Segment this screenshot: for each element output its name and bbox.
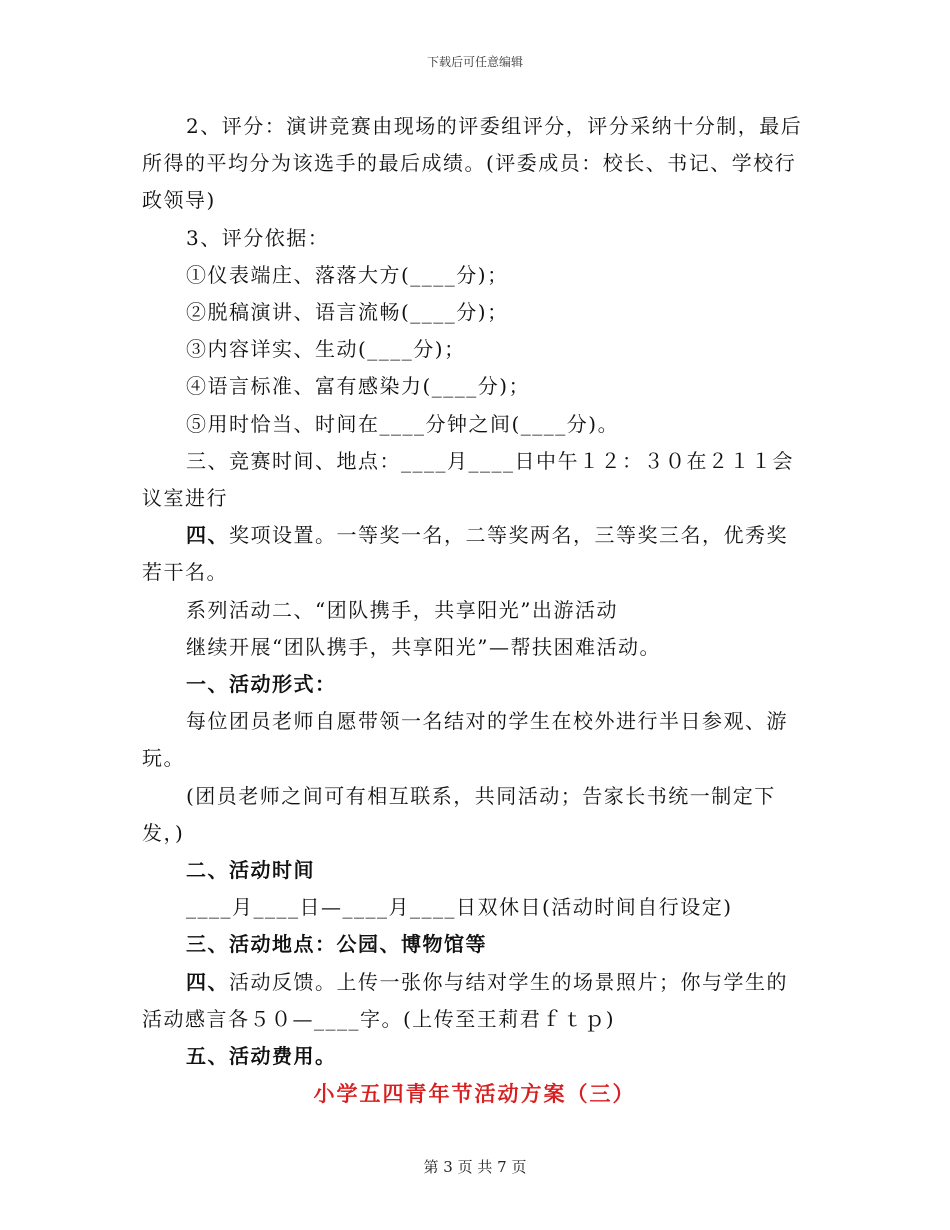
feedback-text: 活动反馈。上传一张你与结对学生的场景照片；你与学生的活动感言各５０—____字。(上传至王莉君ｆｔｐ) — [142, 969, 788, 1031]
document-body — [142, 108, 807, 1112]
paragraph-feedback — [142, 964, 807, 1038]
list-item: ①仪表端庄、落落大方(____分)； — [186, 262, 509, 287]
page-header: 下载后可任意编辑 — [426, 55, 523, 69]
heading-activity-place: 三、活动地点：公园、博物馆等 — [186, 932, 487, 957]
paragraph-activity-time: ____月____日—____月____日双休日(活动时间自行设定) — [186, 895, 733, 920]
list-item: ④语言标准、富有感染力(____分)； — [186, 374, 531, 399]
awards-text: 奖项设置。一等奖一名，二等奖两名，三等奖三名，优秀奖若干名。 — [142, 523, 788, 585]
paragraph-awards — [142, 517, 807, 591]
paragraph-note: (团员老师之间可有相互联系，共同活动；告家长书统一制定下发，) — [142, 783, 776, 845]
heading-activity-form: 一、活动形式： — [186, 672, 337, 697]
feedback-heading: 四、 — [186, 969, 229, 994]
paragraph-scoring: 2、评分：演讲竞赛由现场的评委组评分，评分采纳十分制，最后所得的平均分为该选手的最后成绩。(评委成员：校长、书记、学校行政领导) — [142, 114, 803, 213]
list-item: ②脱稿演讲、语言流畅(____分)； — [186, 300, 509, 325]
paragraph-time-place: 三、竞赛时间、地点：____月____日中午１２：３０在２１１会议室进行 — [142, 448, 794, 511]
awards-heading: 四、 — [186, 523, 229, 548]
list-item: ⑤用时恰当、时间在____分钟之间(____分)。 — [186, 411, 620, 436]
heading-activity-time: 二、活动时间 — [186, 858, 315, 883]
heading-activity-cost: 五、活动费用。 — [186, 1044, 337, 1069]
paragraph-activity-form: 每位团员老师自愿带领一名结对的学生在校外进行半日参观、游玩。 — [142, 709, 788, 771]
section-title: 小学五四青年节活动方案（三） — [313, 1081, 636, 1107]
paragraph-continue: 继续开展“团队携手，共享阳光”—帮扶困难活动。 — [186, 634, 661, 659]
paragraph-activity-two: 系列活动二、“团队携手，共享阳光”出游活动 — [186, 597, 618, 622]
list-item: ③内容详实、生动(____分)； — [186, 337, 466, 362]
paragraph-scoring-basis: 3、评分依据： — [186, 225, 330, 250]
page-footer: 第 3 页 共 7 页 — [423, 1158, 527, 1176]
